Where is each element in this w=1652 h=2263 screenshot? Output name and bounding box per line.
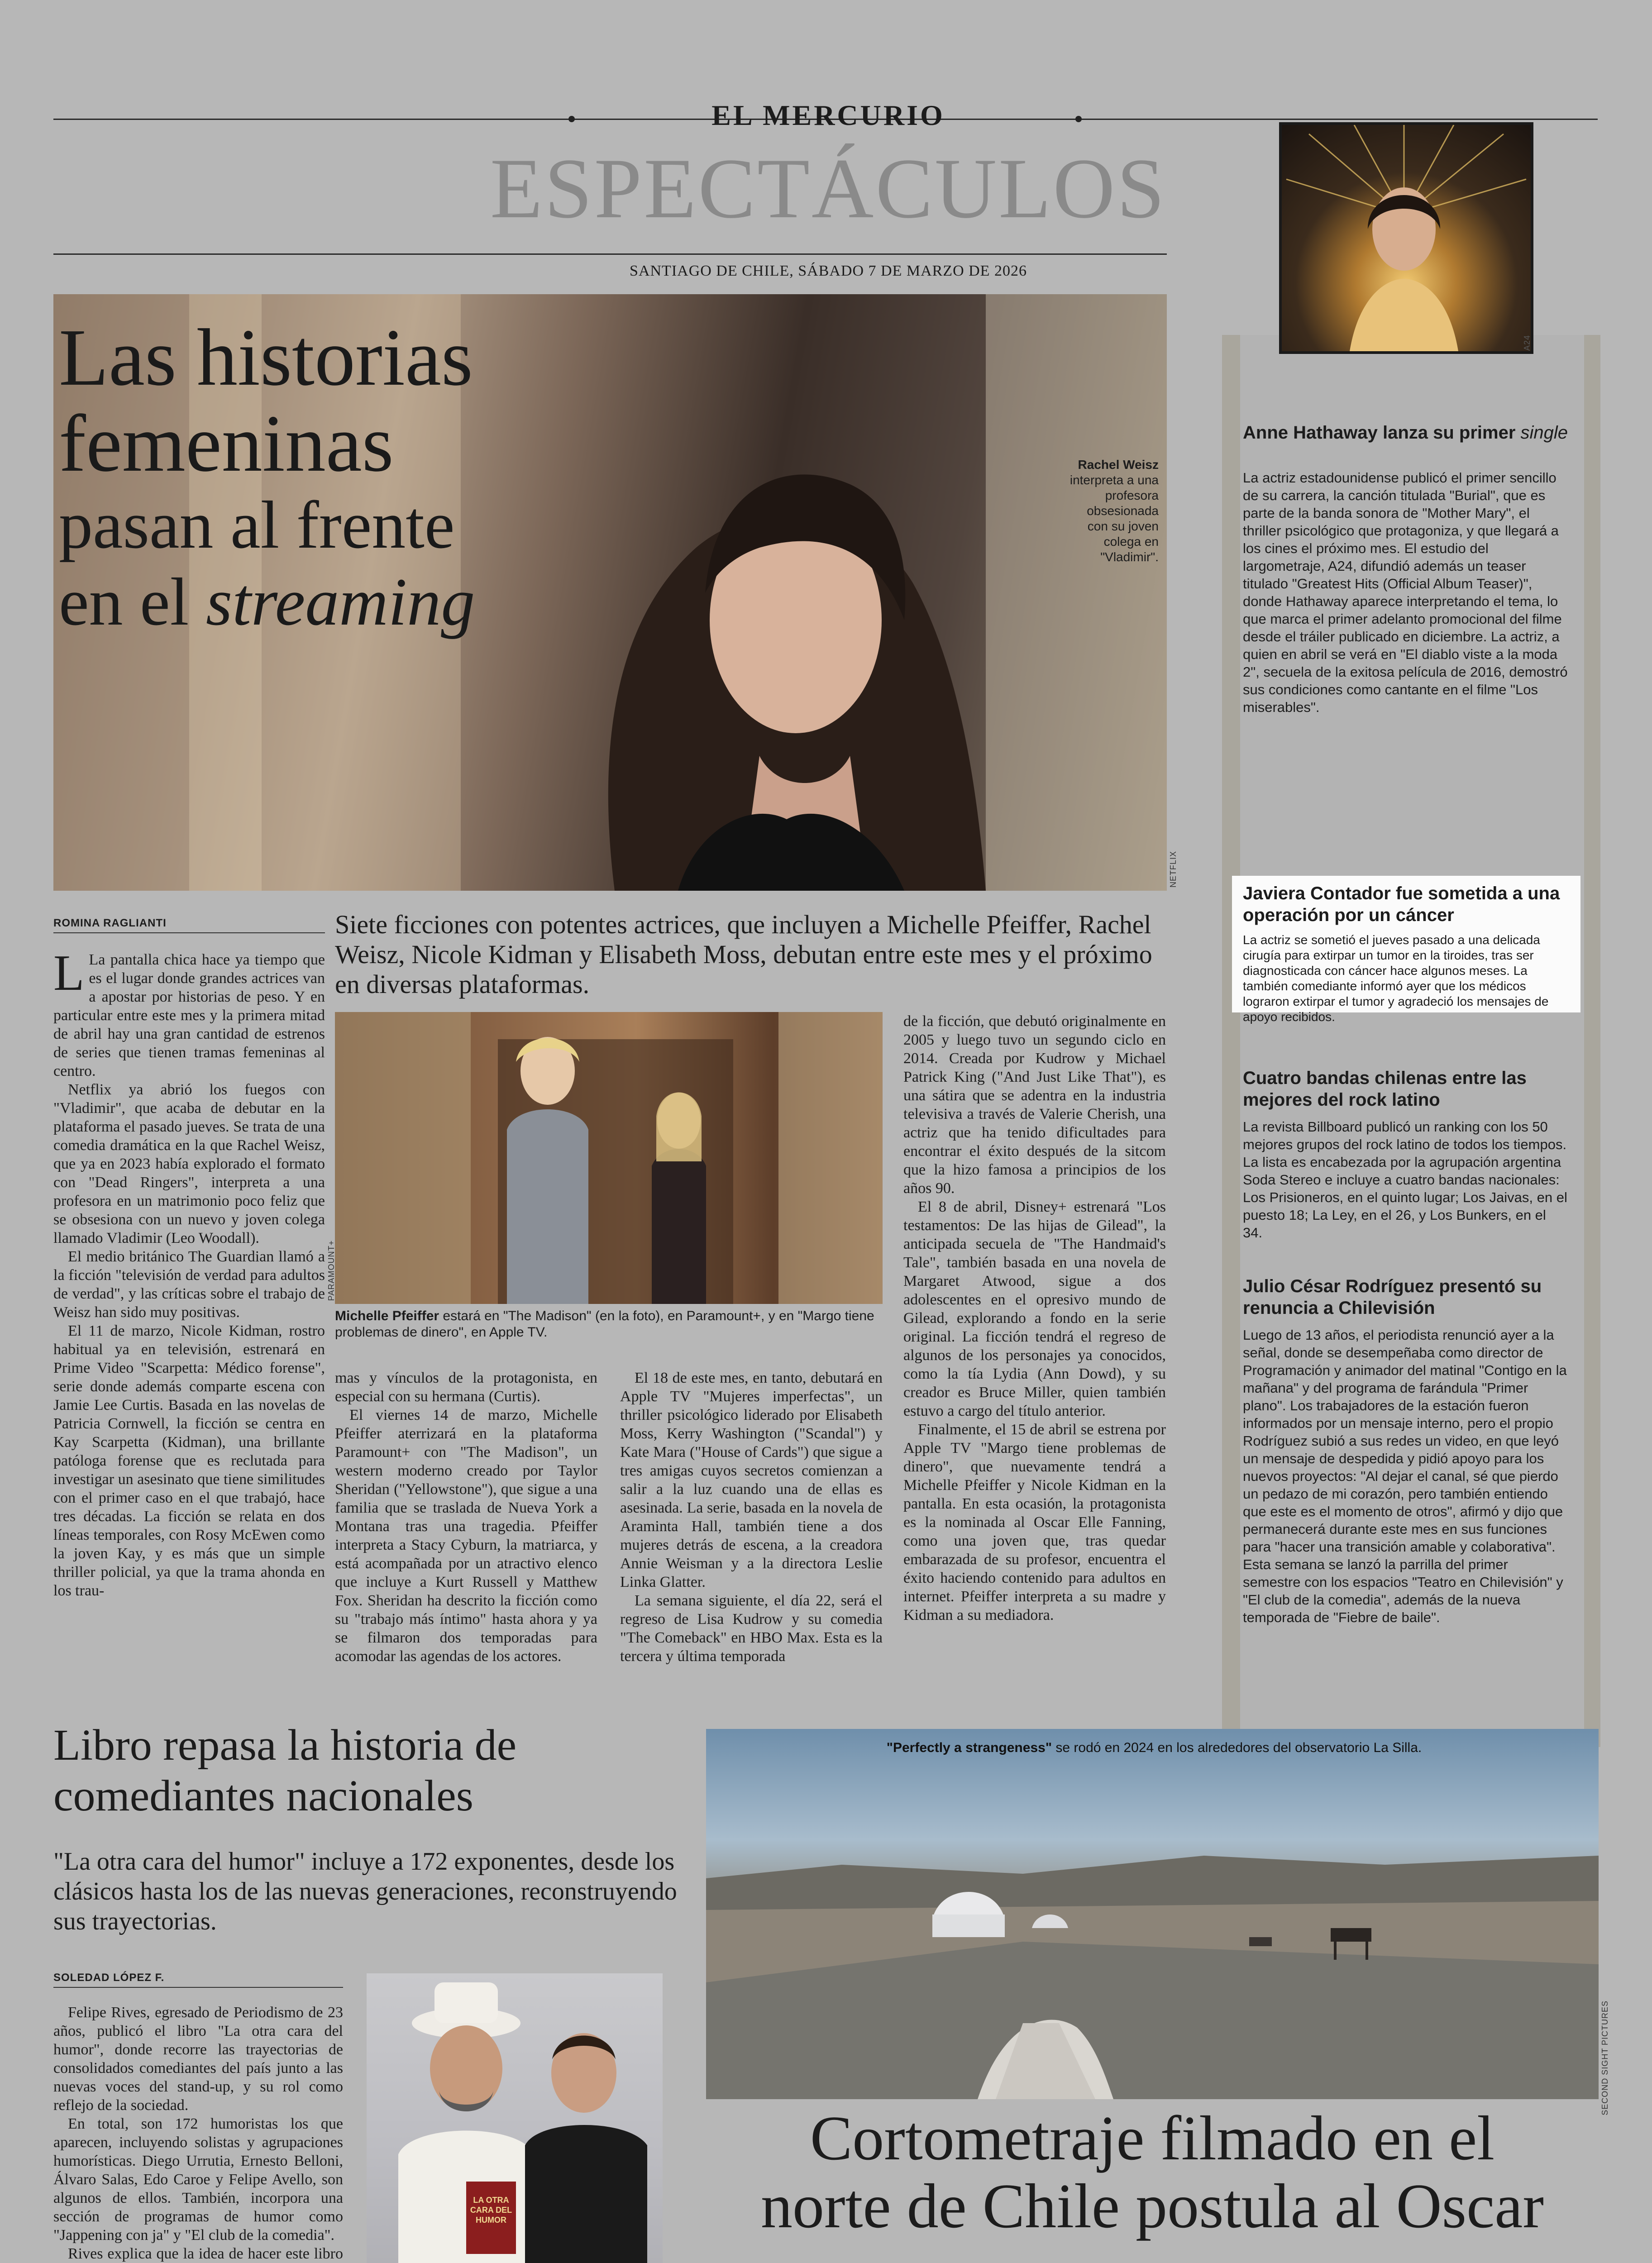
- lead-deck: Siete ficciones con potentes actrices, que incluyen a Michelle Pfeiffer, Rachel Weisz, Nicole Kidman y Elisabeth Moss, debutan entre este mes y el próximo en diversas plataformas.: [335, 910, 1152, 999]
- masthead-dot-right: [1075, 116, 1082, 122]
- pfeiffer-photo: [335, 1012, 883, 1304]
- sidebar-item-3-text: La revista Billboard publicó un ranking con los 50 mejores grupos del rock latino de todos los tiempos. La lista es encabezada por la agrupación argentina Soda Stereo e incluye a cuatro bandas nacionales: Los Prisioneros, en el quinto lugar; Los Jaivas, en el puesto 18; La Ley, en el 26, y Los Bunkers, en el 34.: [1243, 1119, 1567, 1241]
- paper-name: EL MERCURIO: [711, 99, 945, 131]
- book-column-1: [53, 2003, 343, 2263]
- pfeiffer-caption-name: Michelle Pfeiffer: [335, 1308, 439, 1323]
- lead-photo-caption: [1068, 457, 1159, 565]
- observatory-caption-name: "Perfectly a strangeness": [886, 1740, 1052, 1755]
- lead-column-1: [53, 945, 325, 1600]
- book-byline: SOLEDAD LÓPEZ F.: [53, 1972, 343, 1988]
- lead-headline-line4-prefix: en el: [59, 564, 206, 640]
- lead-col2-p1: mas y vínculos de la protagonista, en especial con su hermana (Curtis).: [335, 1370, 597, 1405]
- sidebar-item-3-title: Cuatro bandas chilenas entre las mejores del rock latino: [1243, 1068, 1527, 1110]
- observatory-photo: [706, 1729, 1599, 2099]
- lead-column-2: [335, 1369, 597, 1666]
- sidebar-item-1-text: La actriz estadounidense publicó el primer sencillo de su carrera, la canción titulada "Burial", que es parte de la banda sonora de "Mother Mary", el thriller psicológico que protagoniza, y que llegará a los cines el próximo mes. El estudio del largometraje, A24, difundió además un teaser titulado "Greatest Hits (Official Album Teaser)", donde Hathaway aparece interpretando el tema, lo que marca el primer adelanto promocional del filme desde el tráiler publicado en diciembre. La actriz, a quien en abril se verá en "El diablo viste a la moda 2", secuela de la exitosa película de 2016, demostró sus condiciones como cantante en el filme "Los miserables".: [1243, 470, 1568, 715]
- lead-byline: ROMINA RAGLIANTI: [53, 917, 325, 933]
- pfeiffer-caption-text: estará en "The Madison" (en la foto), en Paramount+, y en "Margo tiene problemas de dinero", en Apple TV.: [335, 1308, 874, 1340]
- bombo-fica-photo: [367, 1973, 663, 2263]
- lead-col1-p1-text: La pantalla chica hace ya tiempo que es el lugar donde grandes actrices van a apostar por historias de peso. Y en particular entre este mes y la primera mitad de abril hay una gran cantidad de estrenos de series que tienen tramas femeninas al centro.: [53, 951, 325, 1079]
- hathaway-photo-credit: A24: [1523, 335, 1532, 351]
- lead-col4-p1: de la ficción, que debutó originalmente en 2005 y luego tuvo un segundo ciclo en 2014. Creada por Kudrow y Michael Patrick King ("And Just Like That"), es una sátira que se adentra en la industria televisiva a través de Valerie Cherish, una actriz que ha tenido dificultades para encontrar el éxito después de la sitcom que la hizo famosa a principios de los años 90.: [903, 1013, 1166, 1197]
- pfeiffer-illustration: [335, 1012, 883, 1304]
- hathaway-illustration: [1282, 125, 1531, 351]
- lead-headline-line3: pasan al frente: [59, 487, 455, 563]
- sidebar-item-1-title: [1243, 422, 1569, 444]
- sidebar-item-4-text: Luego de 13 años, el periodista renunció ayer a la señal, donde se desempeñaba como director de Programación y animador del matinal "Contigo en la mañana" y del programa de farándula "Primer plano". Los trabajadores de la estación fueron informados por un mensaje interno, pero el propio Rodríguez subió a sus redes un video, en que leyó un mensaje de despedida y pidió apoyo para los nuevos proyectos: "Al dejar el canal, sé que pierdo un pedazo de mi corazón, pero también entiendo que este es el momento de otros", afirmó y dijo que permanecerá durante este mes en sus funciones para "hacer una transición amable y colaborativa". Esta semana se lanzó la parrilla del primer semestre con los espacios "Teatro en Chilevisión" y "El club de la comedia", además de la nueva temporada de "Fiebre de baile".: [1243, 1327, 1567, 1625]
- book-deck: "La otra cara del humor" incluye a 172 exponentes, desde los clásicos hasta los de las nuevas generaciones, reconstruyendo sus trayectorias.: [53, 1848, 677, 1935]
- lead-col4-p2: El 8 de abril, Disney+ estrenará "Los testamentos: De las hijas de Gilead", la anticipada secuela de "The Handmaid's Tale", también basada en una novela de Margaret Atwood, sigue a dos adolescentes en el opresivo mundo de Gilead, explorando a fondo en la serie original. La ficción tendrá el regreso de algunos de los personajes ya conocidos, como la tía Lydia (Ann Dowd), y su creador es Bruce Miller, quien también estuvo a cargo del título anterior.: [903, 1198, 1166, 1419]
- film-headline-line2: norte de Chile postula al Oscar: [760, 2171, 1544, 2241]
- sidebar-item-1-title-italic: single: [1520, 423, 1568, 443]
- lead-headline-line1: Las historias: [59, 312, 473, 402]
- pfeiffer-photo-credit: PARAMOUNT+: [327, 1240, 336, 1301]
- lead-dropcap: L: [53, 945, 85, 1001]
- sidebar-item-2-title: Javiera Contador fue sometida a una operación por un cáncer: [1243, 883, 1560, 925]
- lead-col1-p3: El medio británico The Guardian llamó a la ficción "televisión de verdad para adultos de verdad", y las críticas sobre el trabajo de Weisz han sido muy positivas.: [53, 1248, 325, 1321]
- lead-headline-line4-italic: streaming: [205, 564, 475, 640]
- observatory-caption: [724, 1740, 1584, 1756]
- lead-col4-p3: Finalmente, el 15 de abril se estrena por Apple TV "Margo tiene problemas de dinero", que nuevamente tendrá a Michelle Pfeiffer y Nicole Kidman en la pantalla. En esta ocasión, la protagonista es la nominada al Oscar Elle Fanning, como una joven que, tras quedar embarazada de su profesor, encuentra el éxito haciendo contenido para adultos en internet. Pfeiffer interpreta a su madre y Kidman a su mediadora.: [903, 1421, 1166, 1623]
- film-headline-line1: Cortometraje filmado en el: [810, 2103, 1495, 2173]
- lead-photo-caption-text: interpreta a una profesora obsesionada con su joven colega en "Vladimir".: [1070, 473, 1159, 564]
- sidebar-item-1-title-text: Anne Hathaway lanza su primer: [1243, 423, 1521, 443]
- book-col1-p2: En total, son 172 humoristas los que aparecen, incluyendo solistas y agrupaciones humorísticas. Diego Urrutia, Ernesto Belloni, Álvaro Salas, Edo Caroe y Felipe Avello, son algunos de ellos. También, incorpora una sección de programas de humor como "Jappening con ja" y "El club de la comedia".: [53, 2115, 343, 2244]
- book-col1-p1: Felipe Rives, egresado de Periodismo de 23 años, publicó el libro "La otra cara del humor", donde recorre las trayectorias de consolidados comediantes del país junto a las nuevas voces del stand-up, y su rol como reflejo de la sociedad.: [53, 2004, 343, 2114]
- observatory-caption-text: se rodó en 2024 en los alrededores del observatorio La Silla.: [1052, 1740, 1422, 1755]
- lead-col3-p1: El 18 de este mes, en tanto, debutará en Apple TV "Mujeres imperfectas", un thriller psicológico liderado por Elisabeth Moss, Kerry Washington ("Scandal") y Kate Mara ("House of Cards") que sigue a tres amigas cuyos secretos comienzan a salir a la luz cuando una de ellas es asesinada. La serie, basada en la novela de Araminta Hall, también tiene a dos mujeres detrás de escena, a la creadora Annie Weisman y a la directora Leslie Linka Glatter.: [620, 1370, 883, 1590]
- lead-col3-p2: La semana siguiente, el día 22, será el regreso de Lisa Kudrow y su comedia "The Comeback" en HBO Max. Esta es la tercera y última temporada: [620, 1592, 883, 1665]
- hathaway-photo: [1279, 122, 1533, 354]
- dateline: SANTIAGO DE CHILE, SÁBADO 7 DE MARZO DE 2026: [630, 263, 1027, 279]
- lead-col1-p1: [53, 945, 325, 1080]
- lead-col1-p2: Netflix ya abrió los fuegos con "Vladimir", que acaba de debutar en la plataforma el pasado jueves. Se trata de una comedia dramática en la que Rachel Weisz, que ya en 2023 había explorado el formato con "Dead Ringers", interpreta a una profesora en un matrimonio poco feliz que se obsesiona con un nuevo y joven colega llamado Vladimir (Leo Woodall).: [53, 1081, 325, 1246]
- book-col1-p3: Rives explica que la idea de hacer este libro: [68, 2245, 343, 2262]
- lead-headline-line4: [59, 566, 647, 638]
- sidebar-item-2-text: La actriz se sometió el jueves pasado a una delicada cirugía para extirpar un tumor en la tiroides, tras ser diagnosticada con cáncer hace algunos meses. La también comediante informó ayer que los médicos lograron extirpar el tumor y agradeció los mensajes de apoyo recibidos.: [1243, 933, 1549, 1024]
- lead-headline-line2: femeninas: [59, 398, 394, 488]
- lead-col1-p4: El 11 de marzo, Nicole Kidman, rostro habitual ya en televisión, estrenará en Prime Video "Scarpetta: Médico forense", serie donde además comparte escena con Jamie Lee Curtis. Basada en las novelas de Patricia Cornwell, la ficción se centra en Kay Scarpetta (Kidman), una brillante patóloga forense que es reclutada para investigar un asesinato que tiene similitudes con el primer caso en el que trabajó, hace tres décadas. La ficción se relata en dos líneas temporales, con Rosy McEwen como la joven Kay, y es más que un simple thriller policial, ya que la trama ahonda en los trau-: [53, 1322, 325, 1599]
- pfeiffer-caption: [335, 1308, 883, 1341]
- book-headline: Libro repasa la historia de comediantes nacionales: [53, 1721, 517, 1820]
- book-cover-text: LA OTRA CARA DEL HUMOR: [470, 2196, 512, 2225]
- observatory-illustration: [706, 1729, 1599, 2099]
- lead-column-3: [620, 1369, 883, 1666]
- section-title: ESPECTÁCULOS: [490, 141, 1167, 236]
- masthead-dot-left: [568, 116, 575, 122]
- lead-col2-p2: El viernes 14 de marzo, Michelle Pfeiffer aterrizará en la plataforma Paramount+ con "The Madison", un western moderno creado por Taylor Sheridan ("Yellowstone"), que sigue a una familia que se traslada de Nueva York a Montana tras una tragedia. Pfeiffer interpreta a Stacy Cyburn, la matriarca, y está acompañada por un atractivo elenco que incluye a Kurt Russell y Matthew Fox. Sheridan ha descrito la ficción como su "trabajo más íntimo" hasta ahora y ya se filmaron dos temporadas para acomodar las agendas de los actores.: [335, 1407, 597, 1665]
- lead-photo-credit: NETFLIX: [1169, 851, 1178, 888]
- masthead-bottom-rule: [53, 253, 1167, 255]
- sidebar-item-4-title: Julio César Rodríguez presentó su renuncia a Chilevisión: [1243, 1276, 1542, 1318]
- lead-column-4: [903, 1012, 1166, 1624]
- lead-photo-caption-name: Rachel Weisz: [1078, 458, 1159, 472]
- observatory-photo-credit: SECOND SIGHT PICTURES: [1600, 2000, 1609, 2115]
